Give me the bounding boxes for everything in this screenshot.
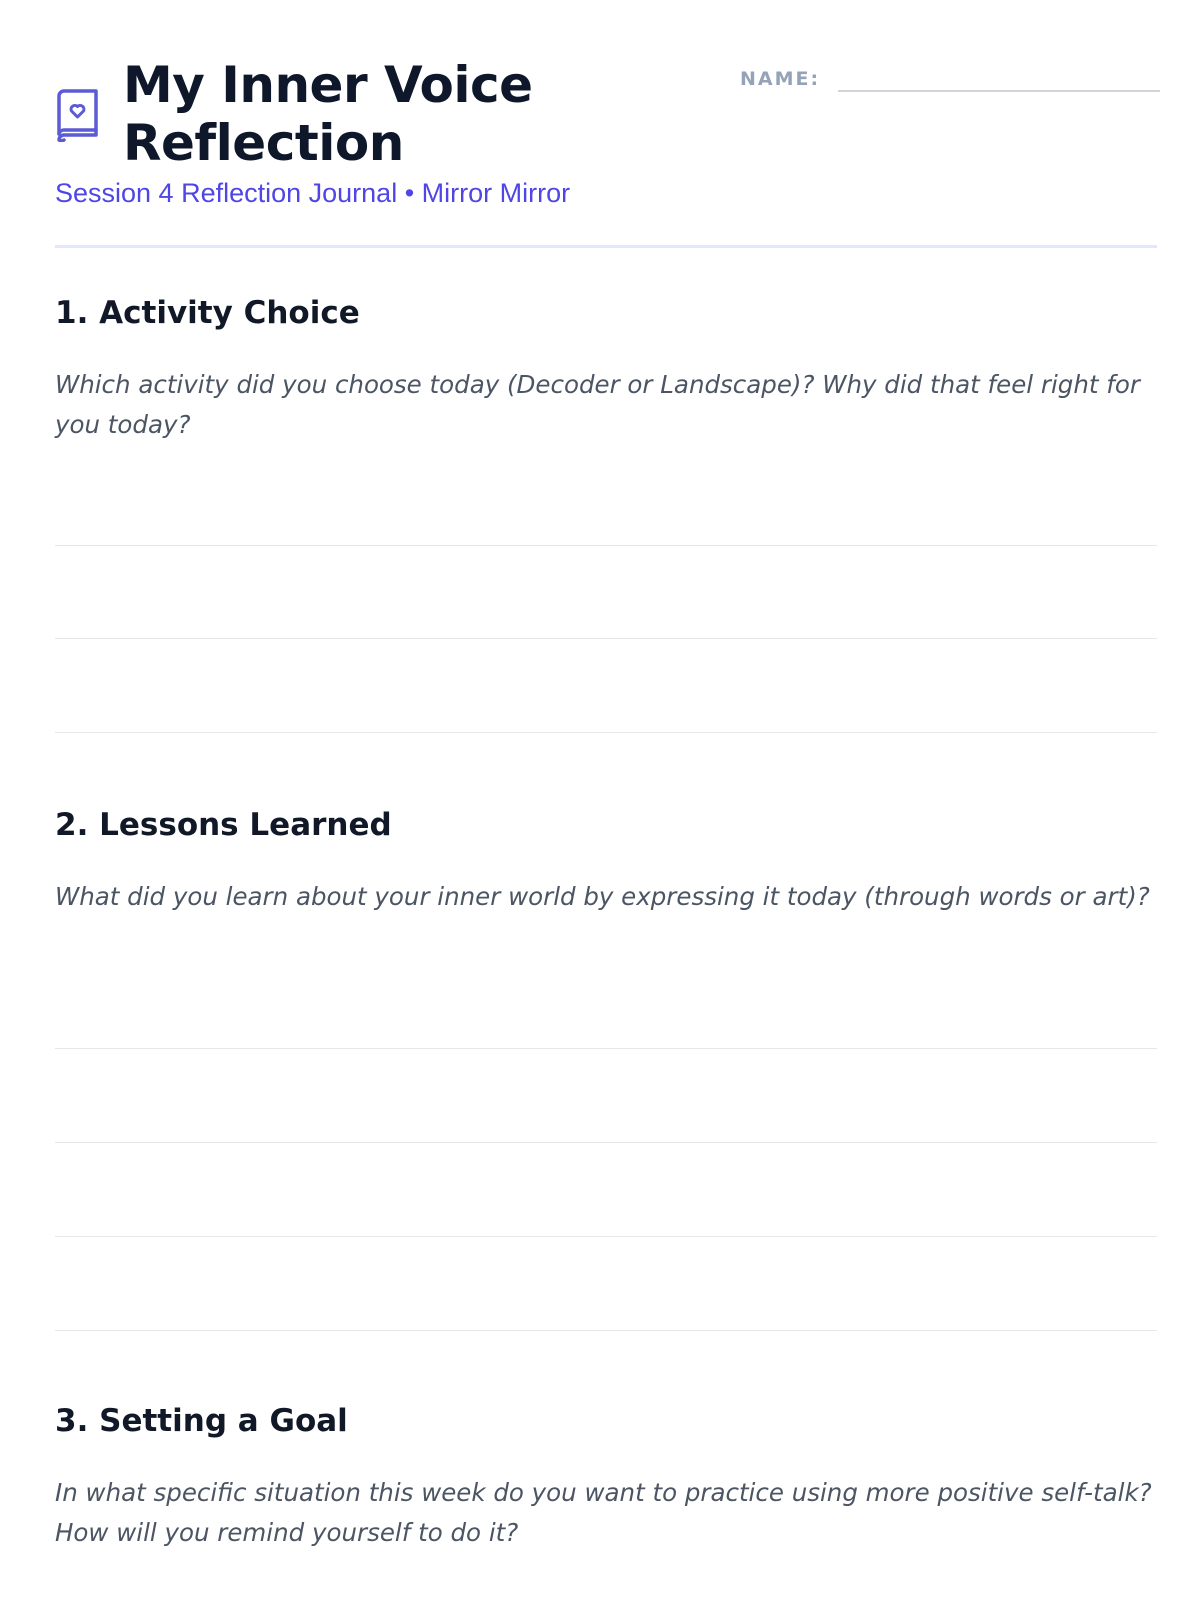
name-label: NAME: bbox=[740, 68, 821, 90]
section-prompt: What did you learn about your inner world by expressing it today (through words or art)? bbox=[55, 882, 1150, 911]
title-row bbox=[55, 56, 563, 172]
page-header bbox=[55, 0, 1157, 248]
name-field-line[interactable] bbox=[838, 60, 1160, 92]
section-prompt: In what specific situation this week do you want to practice using more positive self-talk? How will you remind yourself to do it? bbox=[55, 1478, 1152, 1547]
section-lessons-learned bbox=[55, 805, 1157, 917]
writing-line[interactable] bbox=[55, 1236, 1157, 1237]
section-title: 2. Lessons Learned bbox=[55, 807, 392, 843]
section-title: 3. Setting a Goal bbox=[55, 1403, 348, 1439]
writing-line[interactable] bbox=[55, 1048, 1157, 1049]
writing-line[interactable] bbox=[55, 545, 1157, 546]
writing-line[interactable] bbox=[55, 638, 1157, 639]
page-title: My Inner Voice Reflection bbox=[123, 56, 533, 172]
journal-page bbox=[55, 0, 1157, 1547]
writing-line[interactable] bbox=[55, 732, 1157, 733]
section-title: 1. Activity Choice bbox=[55, 295, 360, 331]
section-activity-choice bbox=[55, 293, 1157, 445]
writing-line[interactable] bbox=[55, 1330, 1157, 1331]
name-block bbox=[740, 60, 1160, 92]
writing-line[interactable] bbox=[55, 1142, 1157, 1143]
book-heart-icon bbox=[55, 88, 101, 142]
section-setting-a-goal bbox=[55, 1401, 1157, 1553]
page-subtitle: Session 4 Reflection Journal • Mirror Mirror bbox=[55, 178, 571, 208]
section-prompt: Which activity did you choose today (Decoder or Landscape)? Why did that feel right for you today? bbox=[55, 370, 1140, 439]
